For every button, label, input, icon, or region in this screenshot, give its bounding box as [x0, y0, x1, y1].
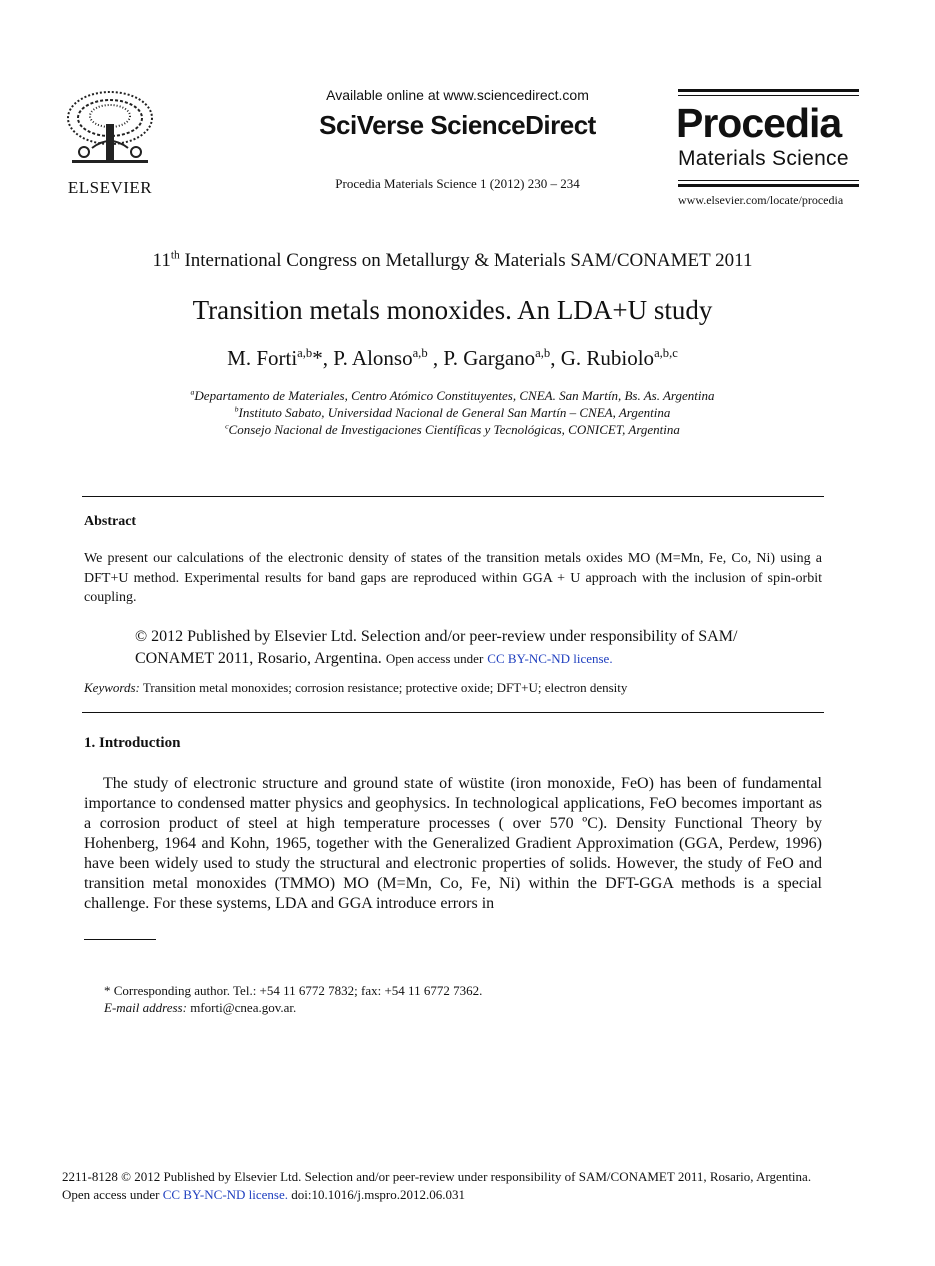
email-line: [104, 999, 804, 1016]
email-address[interactable]: mforti@cnea.gov.ar.: [186, 1000, 297, 1015]
author[interactable]: G. Rubiolo$^{a,b,c}$: [560, 346, 678, 370]
journal-citation: Procedia Materials Science 1 (2012) 230 – 234: [335, 176, 580, 191]
journal-url[interactable]: www.elsevier.com/locate/procedia: [678, 193, 844, 207]
footer-open-access-label: Open access under: [62, 1187, 160, 1202]
corresponding-author: * Corresponding author. Tel.: +54 11 6772 7832; fax: +54 11 6772 7362.: [104, 983, 483, 998]
procedia-top-rule-thin: [678, 95, 859, 96]
footnote: [104, 982, 804, 1016]
footer-rights: 2211-8128 © 2012 Published by Elsevier Ltd. Selection and/or peer-review under responsibility of SAM/CONAMET 2011, Rosario, Argentina.: [62, 1169, 812, 1184]
congress-number: 11: [152, 250, 171, 271]
affiliation: $^a$Departamento de Materiales, Centro Atómico Constituyentes, CNEA. San Martín, Bs. As. Argentina: [190, 387, 715, 403]
congress-name: International Congress on Metallurgy & Materials SAM/CONAMET 2011: [179, 250, 753, 271]
elsevier-logo: [62, 88, 158, 197]
procedia-top-rule: [678, 89, 859, 92]
elsevier-tree-icon: [62, 88, 158, 172]
author[interactable]: M. Forti$^{a,b}$*,: [227, 346, 334, 370]
abstract-bottom-rule: [82, 712, 824, 713]
affiliation: $^b$Instituto Sabato, Universidad Nacional de General San Martín – CNEA, Argentina: [234, 404, 671, 420]
sciencedirect-brand: SciVerse ScienceDirect: [319, 110, 596, 140]
footnote-rule: [84, 939, 156, 940]
congress-line: [0, 250, 905, 272]
author[interactable]: P. Gargano$^{a,b}$,: [443, 346, 561, 370]
license-link[interactable]: CC BY-NC-ND license.: [487, 651, 613, 666]
affiliation: $^c$Consejo Nacional de Investigaciones Científicas y Tecnológicas, CONICET, Argentina: [225, 421, 680, 437]
intro-paragraph: The study of electronic structure and ground state of wüstite (iron monoxide, FeO) has been of fundamental importance to condensed matter physics and geophysics. In technological applications, FeO becomes important as a corrosion product of steel at high temperature processes ( over 570 ºC). Density Functional Theory by Hohenberg, 1964 and Kohn, 1965, together with the Generalized Gradient Approximation (GGA, Perdew, 1996) have been widely used to study the structural and electronic properties of solids. However, the study of FeO and transition metal monoxides (TMMO) MO (M=Mn, Co, Fe, Ni) within the DFT-GGA methods is a special challenge. For these systems, LDA and GGA introduce errors in: [84, 775, 822, 912]
available-online: Available online at www.sciencedirect.com: [326, 87, 589, 103]
open-access-label: Open access under: [385, 651, 484, 666]
page-footer: [62, 1168, 862, 1204]
author-list: [0, 346, 905, 371]
section-heading: 1. Introduction: [84, 735, 181, 751]
footer-access: [62, 1186, 862, 1204]
affiliations: [0, 387, 905, 438]
keywords-text: Transition metal monoxides; corrosion resistance; protective oxide; DFT+U; electron density: [139, 680, 628, 695]
procedia-bottom-rule-thin: [678, 180, 859, 181]
copyright-block: [135, 626, 775, 670]
doi[interactable]: doi:10.1016/j.mspro.2012.06.031: [291, 1187, 465, 1202]
abstract-heading: Abstract: [84, 514, 137, 529]
congress-ordinal: th: [170, 249, 180, 262]
abstract-top-rule: [82, 496, 824, 497]
author[interactable]: P. Alonso$^{a,b}$ ,: [333, 346, 444, 370]
abstract-body: We present our calculations of the electronic density of states of the transition metals oxides MO (M=Mn, Fe, Co, Ni) using a DFT+U method. Experimental results for band gaps are reproduced within GGA + U approach with the inclusion of spin-orbit coupling.: [84, 551, 822, 605]
email-label: E-mail address:: [104, 1000, 187, 1015]
procedia-brand: Procedia: [676, 100, 842, 146]
copyright-notice: © 2012 Published by Elsevier Ltd. Selection and/or peer-review under responsibility of SAM/ CONAMET 2011, Rosario, Argentina.: [135, 628, 738, 667]
elsevier-wordmark: ELSEVIER: [67, 178, 153, 197]
paper-title: Transition metals monoxides. An LDA+U study: [192, 295, 713, 325]
keywords: [84, 680, 824, 696]
procedia-bottom-rule: [678, 184, 859, 187]
footer-license-link[interactable]: CC BY-NC-ND license.: [162, 1187, 289, 1202]
keywords-label: Keywords:: [84, 680, 140, 695]
procedia-subtitle: Materials Science: [678, 147, 849, 170]
